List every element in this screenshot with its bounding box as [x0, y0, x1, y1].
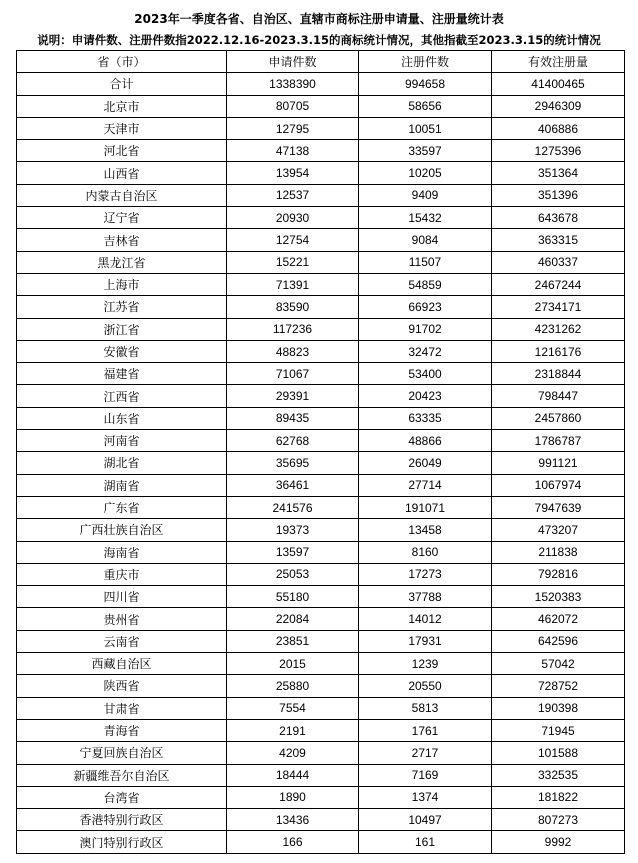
cell-province: 北京市	[17, 95, 227, 117]
table-row	[17, 452, 625, 474]
cell-province: 湖北省	[17, 452, 227, 474]
table-row	[17, 95, 625, 117]
cell-applications: 13597	[227, 541, 359, 563]
cell-registrations: 53400	[359, 363, 492, 385]
cell-registrations: 33597	[359, 140, 492, 162]
cell-province: 江苏省	[17, 296, 227, 318]
trademark-stats-table	[16, 50, 625, 854]
cell-province: 湖南省	[17, 474, 227, 496]
cell-applications: 71391	[227, 273, 359, 295]
cell-registrations: 10497	[359, 809, 492, 831]
table-row	[17, 363, 625, 385]
document-note: 说明：申请件数、注册件数指2022.12.16-2023.3.15的商标统计情况，其他指截至2023.3.15的统计情况	[37, 33, 601, 47]
table-row	[17, 385, 625, 407]
cell-province: 青海省	[17, 719, 227, 741]
cell-valid-registrations: 1520383	[492, 586, 625, 608]
table-row	[17, 273, 625, 295]
cell-registrations: 9084	[359, 229, 492, 251]
cell-valid-registrations: 460337	[492, 251, 625, 273]
table-row	[17, 251, 625, 273]
cell-valid-registrations: 2734171	[492, 296, 625, 318]
cell-valid-registrations: 351396	[492, 184, 625, 206]
cell-registrations: 27714	[359, 474, 492, 496]
cell-registrations: 994658	[359, 73, 492, 95]
table-row	[17, 207, 625, 229]
cell-registrations: 11507	[359, 251, 492, 273]
cell-valid-registrations: 4231262	[492, 318, 625, 340]
cell-registrations: 13458	[359, 519, 492, 541]
cell-valid-registrations: 332535	[492, 764, 625, 786]
cell-applications: 2191	[227, 719, 359, 741]
cell-applications: 19373	[227, 519, 359, 541]
cell-province: 河南省	[17, 430, 227, 452]
cell-applications: 12754	[227, 229, 359, 251]
cell-valid-registrations: 2946309	[492, 95, 625, 117]
cell-registrations: 1761	[359, 719, 492, 741]
table-row	[17, 318, 625, 340]
cell-valid-registrations: 2318844	[492, 363, 625, 385]
table-row	[17, 184, 625, 206]
table-row	[17, 407, 625, 429]
cell-province: 山西省	[17, 162, 227, 184]
table-header	[17, 51, 625, 73]
cell-applications: 22084	[227, 608, 359, 630]
cell-province: 甘肃省	[17, 697, 227, 719]
cell-province: 宁夏回族自治区	[17, 742, 227, 764]
cell-applications: 48823	[227, 340, 359, 362]
cell-valid-registrations: 181822	[492, 786, 625, 808]
cell-valid-registrations: 363315	[492, 229, 625, 251]
cell-applications: 12537	[227, 184, 359, 206]
cell-registrations: 8160	[359, 541, 492, 563]
cell-applications: 35695	[227, 452, 359, 474]
cell-province: 河北省	[17, 140, 227, 162]
cell-applications: 15221	[227, 251, 359, 273]
cell-registrations: 37788	[359, 586, 492, 608]
cell-province: 内蒙古自治区	[17, 184, 227, 206]
cell-applications: 2015	[227, 653, 359, 675]
cell-valid-registrations: 9992	[492, 831, 625, 853]
cell-applications: 1338390	[227, 73, 359, 95]
table-row	[17, 697, 625, 719]
table-row	[17, 675, 625, 697]
cell-applications: 36461	[227, 474, 359, 496]
cell-registrations: 58656	[359, 95, 492, 117]
table-row	[17, 296, 625, 318]
cell-valid-registrations: 473207	[492, 519, 625, 541]
cell-registrations: 14012	[359, 608, 492, 630]
cell-registrations: 66923	[359, 296, 492, 318]
cell-province: 广东省	[17, 496, 227, 518]
cell-valid-registrations: 2467244	[492, 273, 625, 295]
cell-valid-registrations: 406886	[492, 117, 625, 139]
table-row	[17, 229, 625, 251]
cell-province: 山东省	[17, 407, 227, 429]
cell-registrations: 20423	[359, 385, 492, 407]
table-body	[17, 73, 625, 853]
cell-registrations: 91702	[359, 318, 492, 340]
cell-valid-registrations: 1067974	[492, 474, 625, 496]
cell-registrations: 9409	[359, 184, 492, 206]
cell-province: 黑龙江省	[17, 251, 227, 273]
cell-applications: 13954	[227, 162, 359, 184]
cell-valid-registrations: 642596	[492, 630, 625, 652]
cell-applications: 166	[227, 831, 359, 853]
table-row	[17, 474, 625, 496]
cell-province: 新疆维吾尔自治区	[17, 764, 227, 786]
cell-registrations: 161	[359, 831, 492, 853]
cell-province: 广西壮族自治区	[17, 519, 227, 541]
table-row	[17, 809, 625, 831]
header-registrations: 注册件数	[359, 51, 492, 73]
document-title: 2023年一季度各省、自治区、直辖市商标注册申请量、注册量统计表	[134, 12, 504, 26]
cell-applications: 29391	[227, 385, 359, 407]
cell-province: 台湾省	[17, 786, 227, 808]
cell-registrations: 48866	[359, 430, 492, 452]
table-row	[17, 340, 625, 362]
cell-province: 贵州省	[17, 608, 227, 630]
cell-applications: 71067	[227, 363, 359, 385]
cell-valid-registrations: 190398	[492, 697, 625, 719]
cell-applications: 12795	[227, 117, 359, 139]
cell-applications: 20930	[227, 207, 359, 229]
cell-province: 吉林省	[17, 229, 227, 251]
cell-valid-registrations: 57042	[492, 653, 625, 675]
cell-valid-registrations: 2457860	[492, 407, 625, 429]
cell-applications: 13436	[227, 809, 359, 831]
cell-applications: 241576	[227, 496, 359, 518]
table-row	[17, 430, 625, 452]
cell-registrations: 191071	[359, 496, 492, 518]
cell-applications: 47138	[227, 140, 359, 162]
table-row	[17, 519, 625, 541]
cell-valid-registrations: 101588	[492, 742, 625, 764]
cell-applications: 4209	[227, 742, 359, 764]
cell-province: 四川省	[17, 586, 227, 608]
cell-applications: 7554	[227, 697, 359, 719]
table-row	[17, 117, 625, 139]
cell-applications: 62768	[227, 430, 359, 452]
cell-applications: 83590	[227, 296, 359, 318]
cell-registrations: 32472	[359, 340, 492, 362]
table-row	[17, 563, 625, 585]
table-row	[17, 831, 625, 853]
cell-valid-registrations: 792816	[492, 563, 625, 585]
cell-valid-registrations: 798447	[492, 385, 625, 407]
cell-province: 澳门特别行政区	[17, 831, 227, 853]
cell-province: 海南省	[17, 541, 227, 563]
table-row	[17, 140, 625, 162]
header-valid-registrations: 有效注册量	[492, 51, 625, 73]
cell-province: 西藏自治区	[17, 653, 227, 675]
cell-registrations: 54859	[359, 273, 492, 295]
table-row	[17, 786, 625, 808]
cell-valid-registrations: 728752	[492, 675, 625, 697]
cell-applications: 117236	[227, 318, 359, 340]
cell-valid-registrations: 7947639	[492, 496, 625, 518]
cell-registrations: 1374	[359, 786, 492, 808]
cell-valid-registrations: 1216176	[492, 340, 625, 362]
header-applications: 申请件数	[227, 51, 359, 73]
table-header-row	[17, 51, 625, 73]
cell-province: 江西省	[17, 385, 227, 407]
cell-province: 浙江省	[17, 318, 227, 340]
cell-valid-registrations: 807273	[492, 809, 625, 831]
header-province: 省（市）	[17, 51, 227, 73]
cell-valid-registrations: 1275396	[492, 140, 625, 162]
cell-province: 陕西省	[17, 675, 227, 697]
cell-province: 云南省	[17, 630, 227, 652]
cell-registrations: 15432	[359, 207, 492, 229]
cell-valid-registrations: 211838	[492, 541, 625, 563]
cell-valid-registrations: 643678	[492, 207, 625, 229]
cell-registrations: 5813	[359, 697, 492, 719]
cell-registrations: 1239	[359, 653, 492, 675]
table-row	[17, 586, 625, 608]
cell-valid-registrations: 1786787	[492, 430, 625, 452]
cell-applications: 80705	[227, 95, 359, 117]
table-row	[17, 496, 625, 518]
cell-valid-registrations: 351364	[492, 162, 625, 184]
cell-valid-registrations: 462072	[492, 608, 625, 630]
cell-province: 天津市	[17, 117, 227, 139]
cell-applications: 1890	[227, 786, 359, 808]
cell-registrations: 10051	[359, 117, 492, 139]
table-row	[17, 630, 625, 652]
table-row	[17, 742, 625, 764]
table-row	[17, 541, 625, 563]
table-row	[17, 764, 625, 786]
table-row	[17, 162, 625, 184]
cell-registrations: 17931	[359, 630, 492, 652]
cell-applications: 25880	[227, 675, 359, 697]
cell-applications: 55180	[227, 586, 359, 608]
cell-applications: 25053	[227, 563, 359, 585]
cell-province: 重庆市	[17, 563, 227, 585]
cell-province: 福建省	[17, 363, 227, 385]
cell-province: 辽宁省	[17, 207, 227, 229]
cell-province: 安徽省	[17, 340, 227, 362]
cell-registrations: 7169	[359, 764, 492, 786]
cell-applications: 89435	[227, 407, 359, 429]
cell-valid-registrations: 41400465	[492, 73, 625, 95]
table-row	[17, 653, 625, 675]
table-row-total	[17, 73, 625, 95]
cell-valid-registrations: 991121	[492, 452, 625, 474]
cell-valid-registrations: 71945	[492, 719, 625, 741]
cell-registrations: 20550	[359, 675, 492, 697]
cell-province: 上海市	[17, 273, 227, 295]
table-row	[17, 608, 625, 630]
cell-registrations: 17273	[359, 563, 492, 585]
cell-registrations: 26049	[359, 452, 492, 474]
cell-registrations: 10205	[359, 162, 492, 184]
cell-registrations: 2717	[359, 742, 492, 764]
cell-applications: 18444	[227, 764, 359, 786]
cell-registrations: 63335	[359, 407, 492, 429]
cell-province: 合计	[17, 73, 227, 95]
cell-applications: 23851	[227, 630, 359, 652]
table-row	[17, 719, 625, 741]
cell-province: 香港特别行政区	[17, 809, 227, 831]
